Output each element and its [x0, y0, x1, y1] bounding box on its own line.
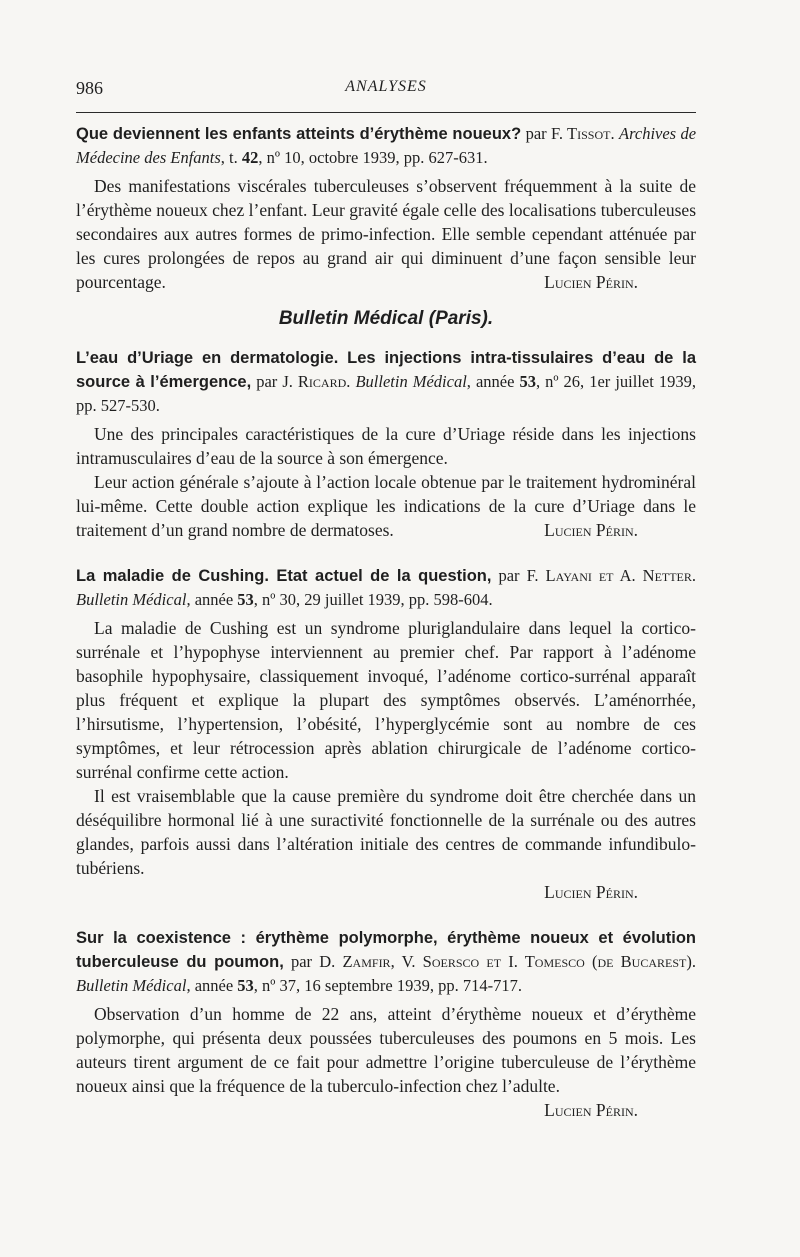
par-word: par [290, 952, 313, 971]
ref-volume-label: , t. [220, 148, 238, 167]
ref-details: , nº 10, octobre 1939, pp. 627-631. [258, 148, 488, 167]
par-word: par [525, 124, 547, 143]
article-paragraph [76, 1002, 696, 1120]
article-coexistence [76, 926, 696, 1122]
signature-text: Lucien Périn. [544, 882, 638, 902]
page-content [76, 122, 696, 1122]
header-rule [76, 112, 696, 113]
article-paragraph: Une des principales caractéristiques de la cure d’Uriage réside dans les injections intramusculaires d’eau de la source à son émergence. [76, 424, 696, 468]
par-word: par [256, 372, 278, 391]
ref-details: , nº 30, 29 juillet 1939, pp. 598-604. [253, 590, 493, 609]
article-title: Que deviennent les enfants atteints d’érythème noueux? [76, 125, 522, 143]
signature: Lucien Périn. [544, 1100, 638, 1120]
signature: Lucien Périn. [544, 272, 638, 292]
article-author: F. Tissot. [551, 124, 615, 143]
article-title: La maladie de Cushing. Etat actuel de la question, [76, 567, 492, 585]
article-title: Sur la coexistence : érythème polymorphe, érythème noueux et évolution tuberculeuse du poumon, [76, 929, 696, 971]
ref-details: , nº 26, 1er juillet 1939, pp. 527-530. [76, 372, 696, 415]
journal-name: Archives de Médecine des Enfants [76, 124, 697, 167]
ref-year-label: , année [186, 976, 234, 995]
article-title: L’eau d’Uriage en dermatologie. Les injections intra-tissulaires d’eau de la source à l’émergence, [76, 349, 696, 391]
running-title: ANALYSES [345, 78, 427, 95]
signature: Lucien Périn. [544, 520, 638, 540]
article-paragraph [76, 470, 696, 542]
article-author: D. Zamfir, V. Soersco et I. Tomesco (de Bucarest). [319, 952, 696, 971]
article-paragraph [76, 174, 696, 294]
article-author: F. Layani et A. Netter. [526, 566, 697, 585]
article-heading [76, 564, 696, 612]
article-paragraph: La maladie de Cushing est un syndrome pluriglandulaire dans lequel la cortico-surrénale et l’hypophyse interviennent au premier chef. Par rapport à l’adénome basophile hypophysaire, classiquement invoqué, l’adénome cortico-surrénal apparaît plus fréquent et explique la plupart des symptômes observés. L’aménorrhée, l’hirsutisme, l’hypertension, l’obésité, l’hyperglycémie sont au nombre de ces symptômes, et leur rétrocession après ablation chirurgicale de l’adénome cortico-surrénal confirme cette action. [76, 618, 696, 782]
article-uriage [76, 346, 696, 542]
page-header [76, 78, 696, 104]
article-paragraph: Il est vraisemblable que la cause première du syndrome doit être cherchée dans un déséquilibre hormonal lié à une suractivité fonctionnelle de la surrénale ou des autres glandes, parfois aussi dans l’altération initiale des centres de commande infundibulo-tubériens. [76, 786, 696, 878]
journal-name: Bulletin Médical [76, 590, 187, 609]
article-heading [76, 346, 696, 418]
ref-year-number: 53 [519, 372, 536, 391]
signature [76, 880, 696, 904]
article-heading [76, 122, 696, 170]
ref-year-label: , année [466, 372, 515, 391]
ref-volume-number: 42 [241, 148, 259, 167]
spacer [76, 542, 696, 564]
spacer [76, 904, 696, 926]
ref-year-number: 53 [237, 976, 254, 995]
article-tissot [76, 122, 696, 294]
ref-details: , nº 37, 16 septembre 1939, pp. 714-717. [253, 976, 522, 995]
paragraph-text: Observation d’un homme de 22 ans, atteint d’érythème noueux et d’érythème polymorphe, qui présenta deux poussées tuberculeuses des poumons en 5 mois. Les auteurs tirent argument de ce fait pour admettre l’origine tuberculeuse de l’érythème noueux ainsi que la fréquence de la tuberculo-infection chez l’adulte. [76, 1004, 696, 1096]
section-title: Bulletin Médical (Paris). [278, 308, 494, 329]
journal-name: Bulletin Médical [355, 372, 467, 391]
article-cushing [76, 564, 696, 904]
article-heading [76, 926, 696, 998]
page-number: 986 [76, 78, 103, 98]
paragraph-text: Des manifestations viscérales tuberculeuses s’observent fréquemment à la suite de l’érythème noueux chez l’enfant. Leur gravité égale celle des localisations tuberculeuses secondaires aux autres formes de primo-infection. Elle semble cependant atténuée par les cures prolongées de repos au grand air qui diminuent d’une façon sensible leur pourcentage. [76, 176, 696, 292]
par-word: par [498, 566, 520, 585]
paragraph-text: Leur action générale s’ajoute à l’action locale obtenue par le traitement hydrominéral lui-même. Cette double action explique les indications de la cure d’Uriage dans le traitement d’un grand nombre de dermatoses. [76, 472, 696, 540]
ref-year-label: , année [186, 590, 234, 609]
journal-name: Bulletin Médical [76, 976, 187, 995]
article-author: J. Ricard. [282, 372, 351, 391]
ref-year-number: 53 [237, 590, 254, 609]
